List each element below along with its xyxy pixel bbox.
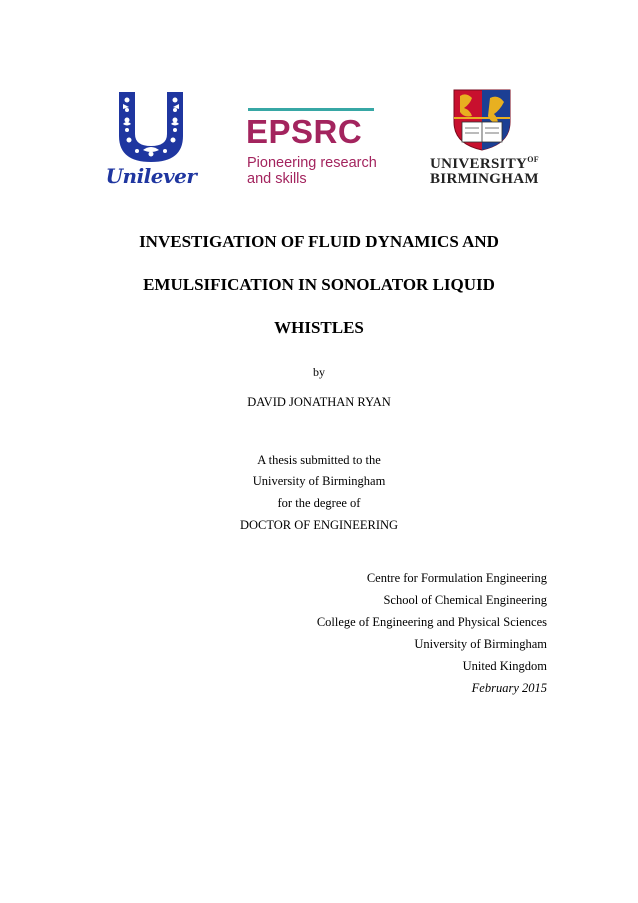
affiliation-school: School of Chemical Engineering xyxy=(383,593,547,607)
thesis-title-line3: WHISTLES xyxy=(274,318,364,337)
uob-wordmark-line1: $UNIVERSITY^{OF}$ xyxy=(430,155,539,172)
submission-line3: for the degree of xyxy=(277,496,361,510)
uob-wordmark-line2: BIRMINGHAM xyxy=(430,171,539,187)
uob-crest-icon xyxy=(452,88,512,152)
affiliation-college: College of Engineering and Physical Sciences xyxy=(316,615,547,629)
epsrc-tagline-line2: and skills xyxy=(247,171,307,187)
epsrc-teal-bar xyxy=(248,108,374,111)
university-of-birmingham-logo xyxy=(430,88,539,188)
affiliation-centre: Centre for Formulation Engineering xyxy=(366,571,547,585)
unilever-wordmark: Unilever xyxy=(105,164,197,188)
unilever-logo xyxy=(105,90,197,190)
submission-line2: University of Birmingham xyxy=(252,474,386,488)
submission-line1: A thesis submitted to the xyxy=(257,453,381,467)
affiliation-country: United Kingdom xyxy=(462,659,547,673)
unilever-u-emblem xyxy=(105,90,197,168)
thesis-title-line2: EMULSIFICATION IN SONOLATOR LIQUID xyxy=(143,275,495,294)
thesis-title-line1: INVESTIGATION OF FLUID DYNAMICS AND xyxy=(139,232,499,251)
epsrc-tagline-line1: Pioneering research xyxy=(247,155,377,171)
by-label: by xyxy=(313,365,325,379)
epsrc-name: EPSRC xyxy=(246,113,363,150)
affiliation-university: University of Birmingham xyxy=(414,637,547,651)
degree-name: DOCTOR OF ENGINEERING xyxy=(239,518,399,532)
author-name: DAVID JONATHAN RYAN xyxy=(247,395,391,409)
epsrc-logo xyxy=(246,108,378,188)
submission-date: February 2015 xyxy=(471,681,547,695)
